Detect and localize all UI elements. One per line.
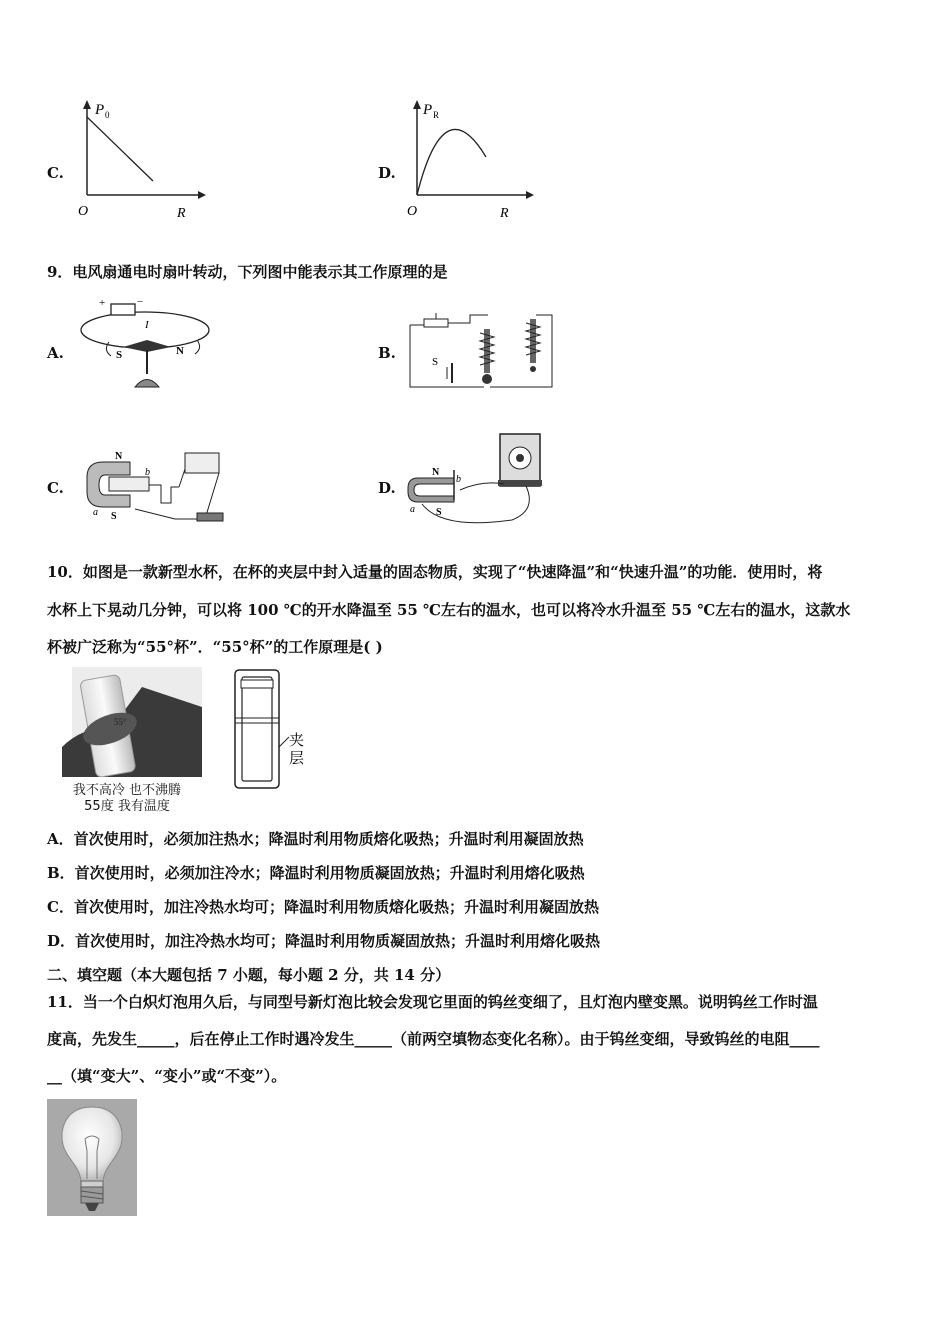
q11-line-3: __（填“变大”、“变小”或“不变”）。 [47, 1067, 287, 1085]
q9-option-c-label: C. [47, 479, 64, 497]
q8-option-c-graph [70, 95, 210, 225]
q9-option-b-diagram [402, 305, 562, 400]
q11-line-2: 度高，先发生_____，后在停止工作时遇冷发生_____（前两空填物态变化名称）。由于钨丝变细，导致钨丝的电阻____ [47, 1030, 820, 1048]
q10-photo-caption-2: 55度 我有温度 [84, 799, 170, 814]
svg-text:N: N [432, 467, 440, 478]
q10-line-1: 10．如图是一款新型水杯，在杯的夹层中封入适量的固态物质，实现了“快速降温”和“快速升温”的功能．使用时，将 [47, 563, 823, 581]
q10-line-2: 水杯上下晃动几分钟，可以将 100 ℃的开水降温至 55 ℃左右的温水，也可以将冷水升温至 55 ℃左右的温水，这款水 [47, 601, 851, 619]
svg-text:N: N [176, 345, 184, 357]
q10-line-3: 杯被广泛称为“55°杯”．“55°杯”的工作原理是( ) [47, 638, 383, 656]
svg-text:S: S [436, 507, 442, 518]
svg-text:b: b [145, 467, 150, 478]
q9-stem: 9．电风扇通电时扇叶转动，下列图中能表示其工作原理的是 [47, 263, 448, 281]
q9-option-a-diagram [75, 292, 215, 397]
svg-text:S: S [111, 511, 117, 522]
q10-option-b: B．首次使用时，必须加注冷水；降温时利用物质凝固放热；升温时利用熔化吸热 [47, 864, 585, 882]
q10-cup-photo [52, 667, 202, 814]
q8-option-c-label: C. [47, 164, 64, 182]
q9-option-d-label: D. [378, 479, 396, 497]
q8-option-d-label: D. [378, 164, 396, 182]
svg-text:S: S [116, 349, 123, 361]
svg-text:−: − [137, 296, 144, 308]
q11-line-1: 11．当一个白炽灯泡用久后，与同型号新灯泡比较会发现它里面的钨丝变细了，且灯泡内壁变黑。说明钨丝工作时温 [47, 993, 818, 1011]
svg-text:I: I [145, 319, 149, 331]
svg-text:b: b [456, 474, 461, 485]
q10-option-d: D．首次使用时，加注冷热水均可；降温时利用物质凝固放热；升温时利用熔化吸热 [47, 932, 601, 950]
q8d-origin: O [407, 204, 418, 219]
q10-layer-label-1: 夹 [289, 733, 305, 749]
svg-text:a: a [410, 504, 415, 515]
q10-photo-caption-1: 我不高冷 也不沸腾 [72, 783, 182, 798]
q9-option-c-diagram [75, 447, 230, 532]
q8c-y-axis-subscript: 0 [105, 110, 110, 120]
q10-layer-label-2: 层 [289, 751, 305, 767]
q9-option-b-label: B. [378, 344, 396, 362]
q8c-x-axis-label: R [177, 206, 186, 221]
q8d-y-axis-subscript: R [433, 110, 440, 120]
q10-option-a: A．首次使用时，必须加注热水；降温时利用物质熔化吸热；升温时利用凝固放热 [47, 830, 584, 848]
q8d-y-axis-label: P [423, 102, 433, 118]
svg-text:+: + [99, 297, 106, 309]
q9-option-d-diagram [402, 430, 562, 530]
q8d-x-axis-label: R [500, 206, 509, 221]
q11-light-bulb-photo [47, 1099, 137, 1216]
q10-cup-temp-label: 55° [114, 717, 127, 727]
section-2-heading: 二、填空题（本大题包括 7 小题，每小题 2 分，共 14 分） [47, 966, 451, 984]
svg-text:N: N [115, 451, 123, 462]
q9-option-a-label: A. [47, 344, 64, 362]
q10-cup-photo-image [52, 667, 202, 777]
q10-option-c: C．首次使用时，加注冷热水均可；降温时利用物质熔化吸热；升温时利用凝固放热 [47, 898, 599, 916]
q8c-origin: O [78, 204, 89, 219]
svg-text:S: S [432, 356, 439, 368]
q8c-y-axis-label: P [95, 102, 105, 118]
q10-cup-cross-section [225, 667, 315, 795]
svg-text:a: a [93, 507, 98, 518]
q8-option-d-graph [402, 95, 542, 225]
